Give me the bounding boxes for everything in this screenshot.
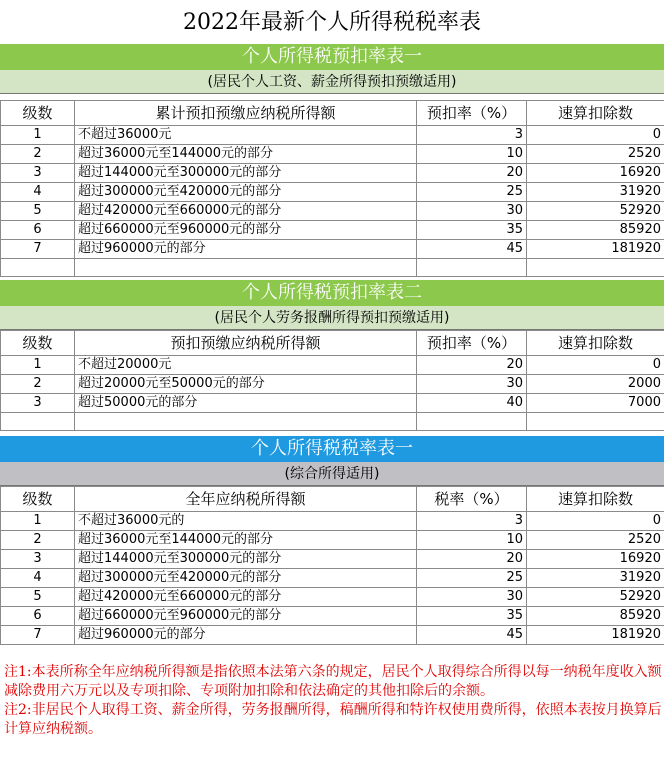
table-row (1, 626, 664, 645)
level-cell: 2 (1, 375, 75, 394)
table-row (1, 569, 664, 588)
table-row (1, 550, 664, 569)
income-range-cell: 超过36000元至144000元的部分 (75, 145, 417, 164)
table1-header: 个人所得税预扣率表一 (0, 44, 664, 70)
column-header-deduction: 速算扣除数 (527, 487, 664, 512)
column-header-level: 级数 (1, 101, 75, 126)
column-header-level: 级数 (1, 487, 75, 512)
income-range-cell: 超过660000元至960000元的部分 (75, 221, 417, 240)
rate-cell: 30 (417, 375, 527, 394)
rate-cell: 35 (417, 607, 527, 626)
rate-cell: 20 (417, 550, 527, 569)
column-header-rate: 税率（%） (417, 487, 527, 512)
income-range-cell: 不超过36000元 (75, 126, 417, 145)
level-cell: 2 (1, 145, 75, 164)
deduction-cell: 52920 (527, 588, 664, 607)
income-range-cell: 超过420000元至660000元的部分 (75, 202, 417, 221)
level-cell: 1 (1, 356, 75, 375)
table-row (1, 145, 664, 164)
empty-cell (75, 259, 417, 277)
rate-cell: 40 (417, 394, 527, 413)
deduction-cell: 0 (527, 356, 664, 375)
table-row (1, 512, 664, 531)
income-range-cell: 超过144000元至300000元的部分 (75, 164, 417, 183)
income-range-cell: 超过300000元至420000元的部分 (75, 183, 417, 202)
deduction-cell: 2520 (527, 145, 664, 164)
footnote-1: 注1:本表所称全年应纳税所得额是指依照本法第六条的规定，居民个人取得综合所得以每一纳税年度收入额减除费用六万元以及专项扣除、专项附加扣除和依法确定的其他扣除后的余额。 (4, 664, 662, 699)
table-row (1, 588, 664, 607)
rate-cell: 10 (417, 531, 527, 550)
income-range-cell: 不超过20000元 (75, 356, 417, 375)
income-range-cell: 超过420000元至660000元的部分 (75, 588, 417, 607)
table-row (1, 202, 664, 221)
rate-cell: 3 (417, 126, 527, 145)
rate-cell: 35 (417, 221, 527, 240)
deduction-cell: 181920 (527, 626, 664, 645)
rate-cell: 30 (417, 588, 527, 607)
deduction-cell: 16920 (527, 164, 664, 183)
level-cell: 4 (1, 569, 75, 588)
deduction-cell: 181920 (527, 240, 664, 259)
deduction-cell: 0 (527, 512, 664, 531)
rate-cell: 20 (417, 356, 527, 375)
rate-cell: 25 (417, 569, 527, 588)
level-cell: 3 (1, 394, 75, 413)
column-header-level: 级数 (1, 331, 75, 356)
level-cell: 6 (1, 607, 75, 626)
deduction-cell: 85920 (527, 607, 664, 626)
empty-row (1, 259, 664, 277)
deduction-cell: 52920 (527, 202, 664, 221)
deduction-cell: 16920 (527, 550, 664, 569)
empty-cell (1, 259, 75, 277)
table-row (1, 356, 664, 375)
income-range-cell: 超过660000元至960000元的部分 (75, 607, 417, 626)
table-header-row (1, 101, 664, 126)
rate-table-1 (0, 100, 664, 277)
empty-cell (1, 413, 75, 431)
income-range-cell: 超过36000元至144000元的部分 (75, 531, 417, 550)
income-range-cell: 超过300000元至420000元的部分 (75, 569, 417, 588)
rate-cell: 30 (417, 202, 527, 221)
empty-cell (417, 259, 527, 277)
table-row (1, 164, 664, 183)
income-range-cell: 超过960000元的部分 (75, 626, 417, 645)
rate-cell: 45 (417, 626, 527, 645)
rate-cell: 20 (417, 164, 527, 183)
deduction-cell: 2520 (527, 531, 664, 550)
level-cell: 7 (1, 626, 75, 645)
table-row (1, 183, 664, 202)
table3-header: 个人所得税税率表一 (0, 436, 664, 462)
table-header-row (1, 487, 664, 512)
level-cell: 3 (1, 550, 75, 569)
income-range-cell: 超过960000元的部分 (75, 240, 417, 259)
column-header-rate: 预扣率（%） (417, 101, 527, 126)
table3-subtitle: (综合所得适用) (0, 462, 664, 486)
column-header-income: 全年应纳税所得额 (75, 487, 417, 512)
empty-cell (75, 413, 417, 431)
level-cell: 2 (1, 531, 75, 550)
table-row (1, 126, 664, 145)
deduction-cell: 31920 (527, 569, 664, 588)
income-range-cell: 超过144000元至300000元的部分 (75, 550, 417, 569)
deduction-cell: 2000 (527, 375, 664, 394)
rate-cell: 10 (417, 145, 527, 164)
rate-table-2 (0, 330, 664, 431)
level-cell: 7 (1, 240, 75, 259)
level-cell: 1 (1, 512, 75, 531)
level-cell: 5 (1, 202, 75, 221)
column-header-rate: 预扣率（%） (417, 331, 527, 356)
income-range-cell: 超过20000元至50000元的部分 (75, 375, 417, 394)
level-cell: 1 (1, 126, 75, 145)
table-row (1, 394, 664, 413)
income-range-cell: 不超过36000元的 (75, 512, 417, 531)
level-cell: 5 (1, 588, 75, 607)
empty-row (1, 413, 664, 431)
footnotes (4, 663, 662, 739)
table2-subtitle: (居民个人劳务报酬所得预扣预缴适用) (0, 306, 664, 330)
table-row (1, 240, 664, 259)
empty-cell (417, 413, 527, 431)
footnote-2: 注2:非居民个人取得工资、薪金所得，劳务报酬所得，稿酬所得和特许权使用费所得，依照本表按月换算后计算应纳税额。 (4, 702, 662, 737)
table-row (1, 221, 664, 240)
table1-subtitle: (居民个人工资、薪金所得预扣预缴适用) (0, 70, 664, 94)
level-cell: 4 (1, 183, 75, 202)
deduction-cell: 31920 (527, 183, 664, 202)
deduction-cell: 7000 (527, 394, 664, 413)
level-cell: 3 (1, 164, 75, 183)
table-row (1, 607, 664, 626)
page-title: 2022年最新个人所得税税率表 (183, 10, 481, 35)
deduction-cell: 0 (527, 126, 664, 145)
table2-header: 个人所得税预扣率表二 (0, 280, 664, 306)
empty-cell (527, 413, 664, 431)
rate-table-3 (0, 486, 664, 645)
column-header-income: 预扣预缴应纳税所得额 (75, 331, 417, 356)
rate-cell: 3 (417, 512, 527, 531)
income-range-cell: 超过50000元的部分 (75, 394, 417, 413)
table-header-row (1, 331, 664, 356)
table-row (1, 531, 664, 550)
empty-cell (527, 259, 664, 277)
table-row (1, 375, 664, 394)
deduction-cell: 85920 (527, 221, 664, 240)
level-cell: 6 (1, 221, 75, 240)
column-header-deduction: 速算扣除数 (527, 331, 664, 356)
column-header-income: 累计预扣预缴应纳税所得额 (75, 101, 417, 126)
column-header-deduction: 速算扣除数 (527, 101, 664, 126)
rate-cell: 25 (417, 183, 527, 202)
rate-cell: 45 (417, 240, 527, 259)
